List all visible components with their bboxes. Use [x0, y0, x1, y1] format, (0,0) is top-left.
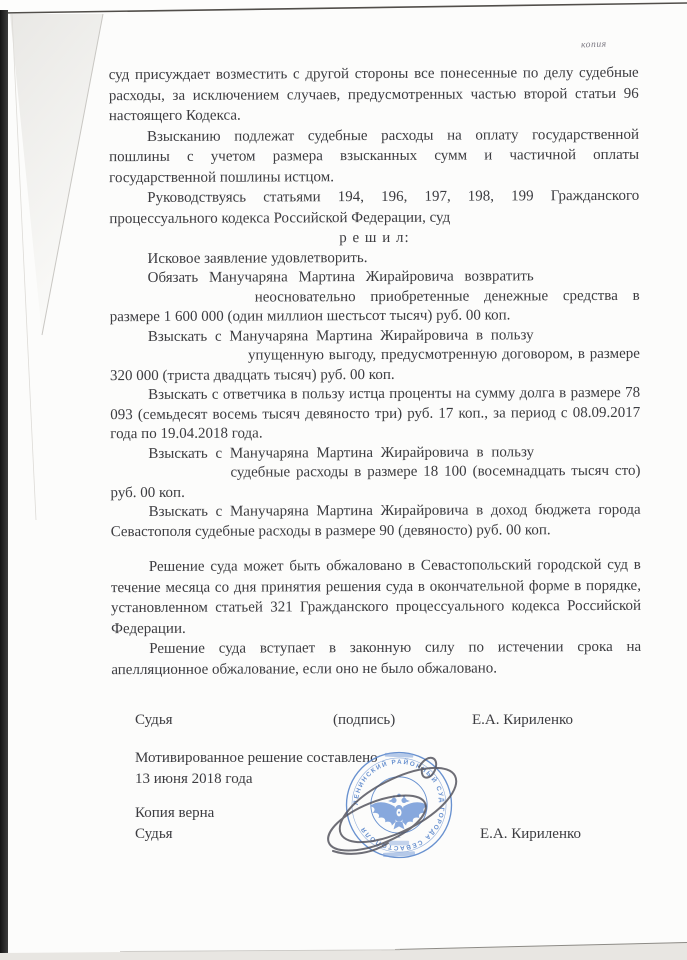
page-corner-fold: [10, 14, 103, 335]
judge-pen-signature: [303, 733, 503, 873]
paragraph-unjust-enrichment: неосновательно приобретенные денежные средства в размере 1 600 000 (один миллион шестьсот тысяч) руб. 00 коп.: [109, 287, 640, 326]
paragraph-costs-award: суд присуждает возместить с другой стороны все понесенные по делу судебные расходы, за исключением случаев, предусмотренных частью второй статьи 96 настоящего Кодекса.: [108, 64, 639, 125]
decision-section: [109, 247, 640, 542]
decision-heading: р е ш и л:: [339, 229, 410, 247]
copy-corner-label: копия: [580, 39, 607, 51]
motivated-decision-line1: Мотивированное решение составлено: [135, 750, 378, 766]
paragraph-court-costs: судебные расходы в размере 18 100 (восемнадцать тысяч сто) руб. 00 коп.: [110, 462, 641, 501]
paragraph-appeal-procedure: Решение суда может быть обжаловано в Севастопольский городской суд в течение месяца со дня принятия решения суда в окончательной форме в порядке, установленном статьей 321 Гражданского процессуального кодекса Российской Федерации.: [110, 556, 642, 637]
paragraph-costs-recovery: Взысканию подлежат судебные расходы на оплату государственной пошлины с учетом размера взысканных сумм и частичной оплаты государственной пошлины истцом.: [109, 126, 640, 186]
scanner-strip-left: [0, 10, 8, 960]
paragraph-lost-profit: упущенную выгоду, предусмотренную договором, в размере 320 000 (триста двадцать тысяч) руб. 00 коп.: [109, 345, 640, 384]
stamp-center-mark: 2: [397, 833, 401, 840]
paragraph-guided-by-articles: Руководствуясь статьями 194, 196, 197, 198, 199 Гражданского процессуального кодекса Российской Федерации, суд: [109, 187, 640, 227]
copy-correct-label: Копия верна: [135, 805, 215, 821]
fold-shadow-line: [12, 14, 36, 520]
paragraph-legal-force: Решение суда вступает в законную силу по истечении срока на апелляционное обжалование, если оно не было обжаловано.: [111, 638, 642, 678]
page-bottom-edge: [395, 943, 687, 950]
judge-label: Судья: [135, 712, 173, 728]
signature-placeholder: (подпись): [333, 712, 396, 728]
scanner-background-bottom: [0, 942, 687, 960]
judge-name: Е.А. Кириленко: [472, 712, 574, 728]
line-recover-in-favor-1: Взыскать с Манучаряна Мартина Жирайровича в пользу: [147, 326, 534, 345]
judge-name-2: Е.А. Кириленко: [480, 826, 582, 842]
fold-crease-line: [42, 14, 103, 335]
stamp-ring-text: ЛЕНИНСКИЙ РАЙОННЫЙ СУД ГОРОДА СЕВАСТОПОЛЯ: [352, 758, 446, 852]
page-bottom-edge-faint: [120, 950, 400, 952]
paragraph-city-budget-costs: Взыскать с Манучаряна Мартина Жирайровича в доход бюджета города Севастополя судебные расходы в размере 90 (девяносто) руб. 00 коп.: [110, 501, 641, 540]
line-recover-in-favor-2: Взыскать с Манучаряна Мартина Жирайровича в пользу: [148, 443, 535, 462]
document-body: [109, 63, 642, 680]
paragraph-interest-on-debt: Взыскать с ответчика в пользу истца проценты на сумму долга в размере 78 093 (семьдесят восемь тысяч девяносто три) руб. 17 коп., за период с 08.09.2017 года по 19.04.2018 года.: [110, 384, 641, 443]
judge-label-2: Судья: [135, 826, 173, 842]
line-oblige-return: Обязать Манучаряна Мартина Жирайровича возвратить: [147, 268, 534, 286]
line-claim-satisfied: Исковое заявление удовлетворить.: [147, 249, 368, 267]
page-top-edge: [0, 3, 687, 13]
motivated-decision-date: 13 июня 2018 года: [135, 771, 253, 787]
scanner-background-top: [0, 0, 687, 13]
